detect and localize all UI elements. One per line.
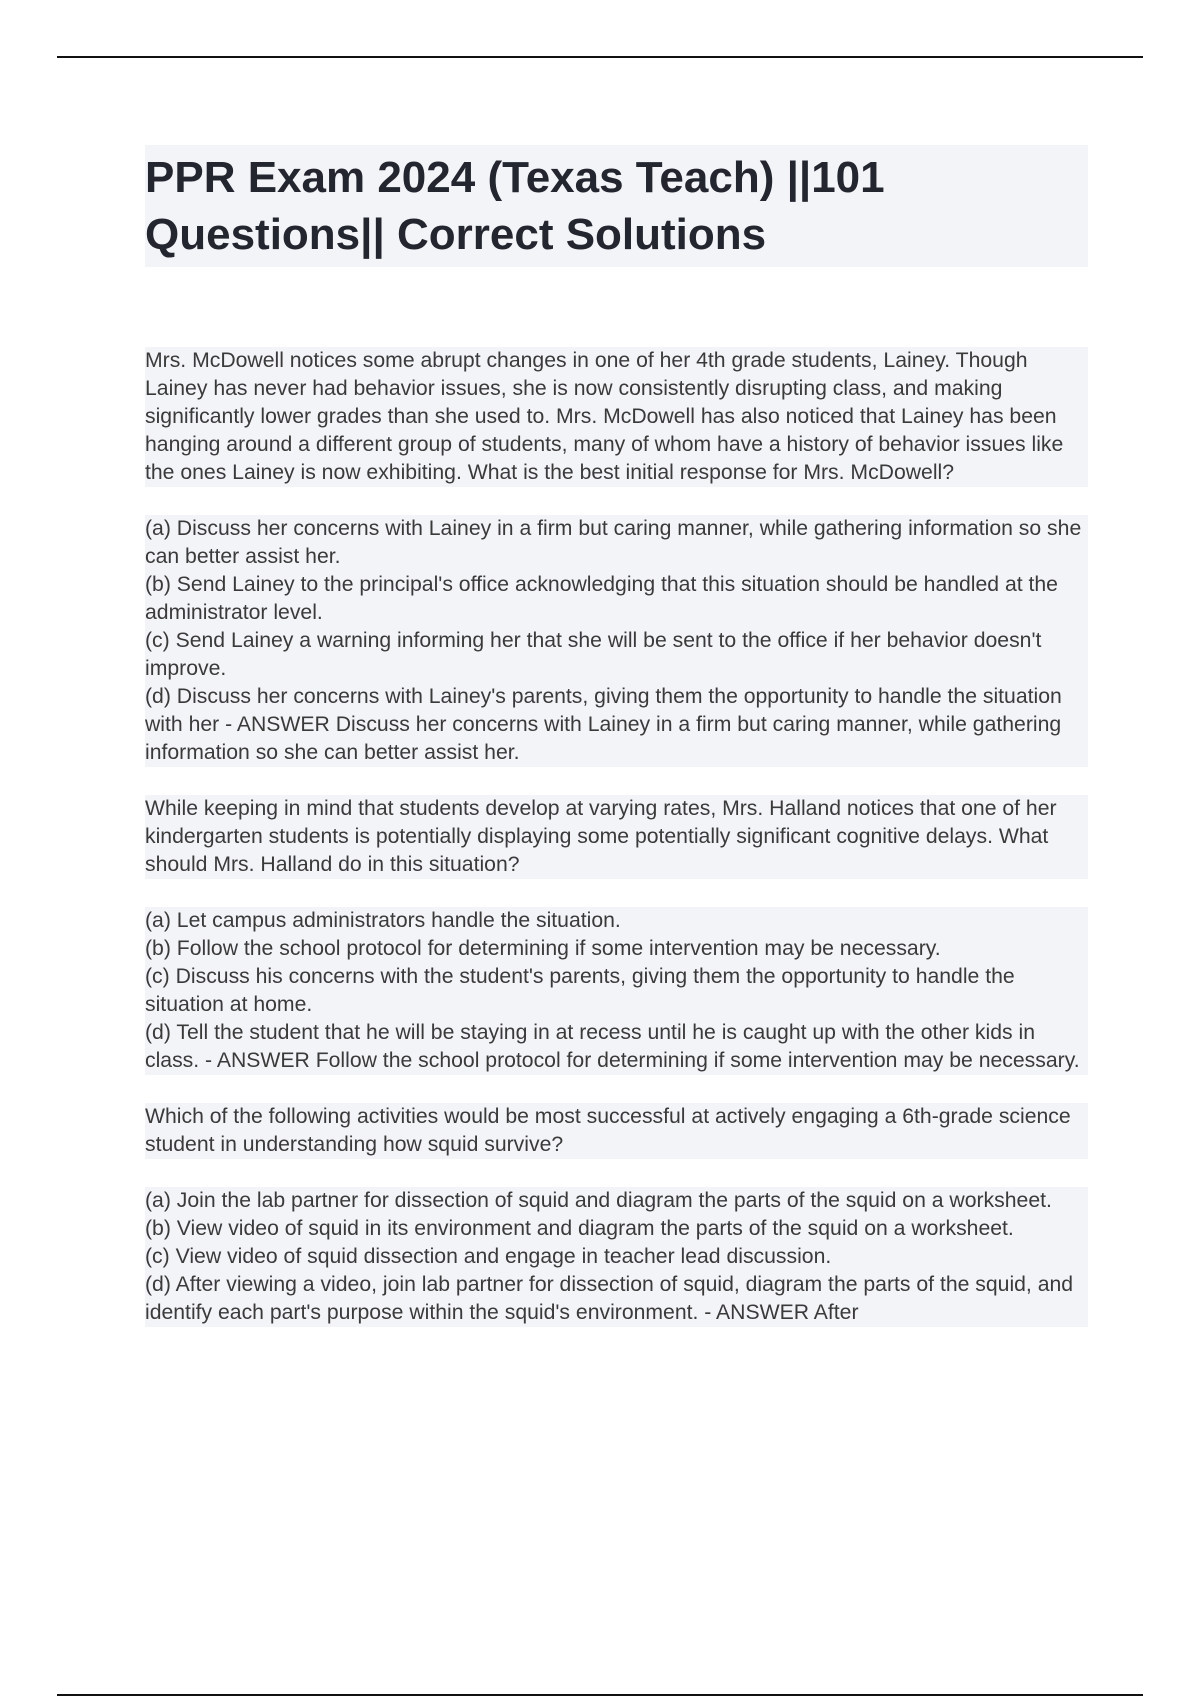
option-list	[145, 515, 1088, 767]
option-item: (c) Discuss his concerns with the student's parents, giving them the opportunity to handle the situation at home.	[145, 965, 1015, 1016]
question-prompt: While keeping in mind that students develop at varying rates, Mrs. Halland notices that one of her kindergarten students is potentially displaying some potentially significant cognitive delays. What should Mrs. Halland do in this situation?	[145, 795, 1088, 879]
option-list	[145, 907, 1088, 1075]
option-item: (d) After viewing a video, join lab partner for dissection of squid, diagram the parts of the squid, and identify each part's purpose within the squid's environment. - ANSWER After	[145, 1273, 1074, 1324]
title-block	[145, 145, 1088, 267]
option-item: (a) Discuss her concerns with Lainey in a firm but caring manner, while gathering information so she can better assist her.	[145, 517, 1082, 568]
option-item: (a) Join the lab partner for dissection of squid and diagram the parts of the squid on a worksheet.	[145, 1189, 1052, 1212]
question-prompt: Which of the following activities would be most successful at actively engaging a 6th-grade science student in understanding how squid survive?	[145, 1103, 1088, 1159]
question-prompt: Mrs. McDowell notices some abrupt changes in one of her 4th grade students, Lainey. Though Lainey has never had behavior issues, she is now consistently disrupting class, and making significantly lower grades than she used to. Mrs. McDowell has also noticed that Lainey has been hanging around a different group of students, many of whom have a history of behavior issues like the ones Lainey is now exhibiting. What is the best initial response for Mrs. McDowell?	[145, 347, 1088, 487]
bottom-rule	[57, 1694, 1143, 1696]
option-item: (a) Let campus administrators handle the situation.	[145, 909, 621, 932]
question-1	[145, 347, 1088, 767]
document-title: PPR Exam 2024 (Texas Teach) ||101 Questions|| Correct Solutions	[145, 153, 885, 259]
option-item: (c) Send Lainey a warning informing her that she will be sent to the office if her behavior doesn't improve.	[145, 629, 1042, 680]
option-item: (b) Follow the school protocol for determining if some intervention may be necessary.	[145, 937, 941, 960]
option-item: (c) View video of squid dissection and engage in teacher lead discussion.	[145, 1245, 832, 1268]
option-item: (b) Send Lainey to the principal's office acknowledging that this situation should be handled at the administrator level.	[145, 573, 1058, 624]
document-body	[145, 145, 1088, 1327]
option-item: (b) View video of squid in its environment and diagram the parts of the squid on a worksheet.	[145, 1217, 1014, 1240]
option-list	[145, 1187, 1088, 1327]
option-item: (d) Tell the student that he will be staying in at recess until he is caught up with the other kids in class. - ANSWER Follow the school protocol for determining if some intervention may be necessary.	[145, 1021, 1080, 1072]
question-3	[145, 1103, 1088, 1327]
option-item: (d) Discuss her concerns with Lainey's parents, giving them the opportunity to handle the situation with her - ANSWER Discuss her concerns with Lainey in a firm but caring manner, while gathering information so she can better assist her.	[145, 685, 1062, 764]
question-2	[145, 795, 1088, 1075]
top-rule	[57, 56, 1143, 58]
